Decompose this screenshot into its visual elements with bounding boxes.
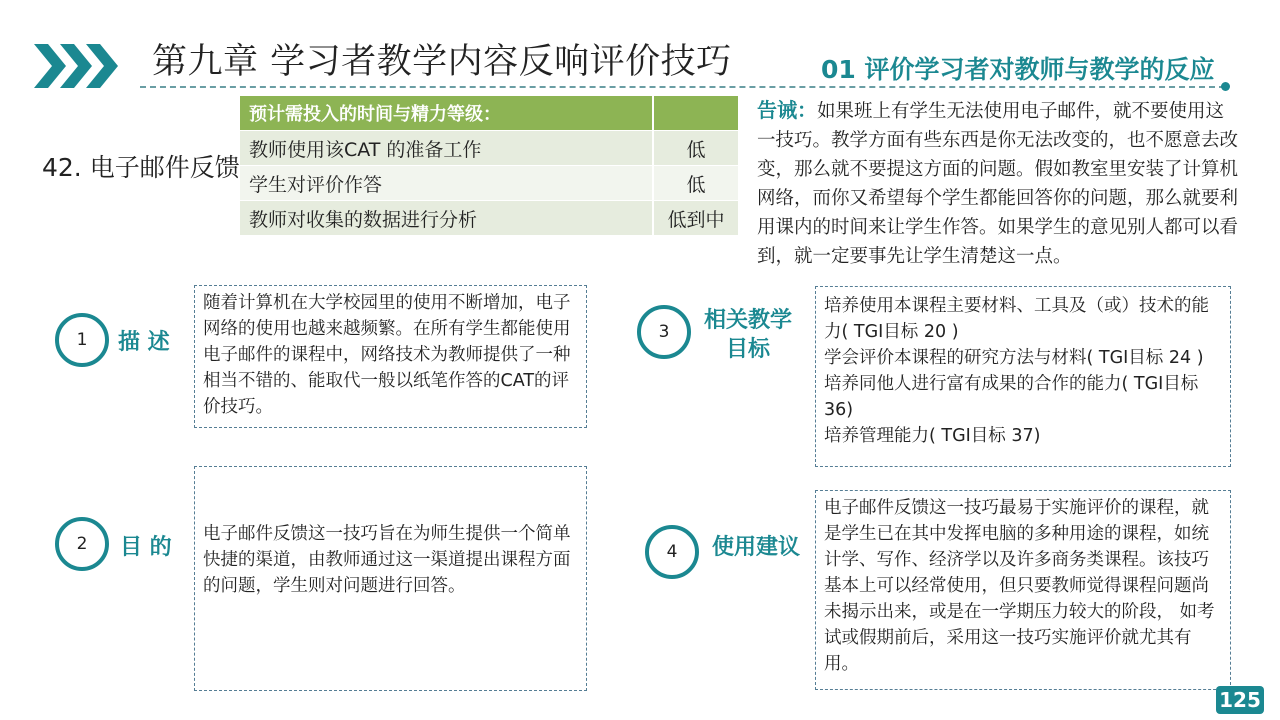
table-cell-task: 学生对评价作答 — [240, 166, 652, 201]
header-divider — [140, 86, 1225, 88]
warning-label: 告诫： — [757, 98, 817, 122]
section-number-circle — [645, 525, 699, 579]
section-number: 2 — [76, 534, 88, 554]
section-label-line: 目标 — [726, 337, 771, 362]
section-number: 1 — [76, 330, 88, 350]
table-header-cell — [652, 96, 738, 131]
table-cell-task: 教师使用该CAT 的准备工作 — [240, 131, 652, 166]
table-cell-level: 低 — [652, 166, 738, 201]
table-header-cell: 预计需投入的时间与精力等级： — [240, 96, 652, 131]
purpose-box — [194, 466, 587, 691]
table-header-row — [240, 96, 738, 131]
section-number-circle — [55, 313, 109, 367]
description-box — [194, 285, 587, 428]
warning-note — [757, 96, 1241, 271]
section-number: 3 — [658, 322, 670, 342]
goal-item: 培养使用本课程主要材料、工具及（或）技术的能力( TGI目标 20 ) — [824, 296, 1209, 342]
table-row — [240, 201, 738, 236]
goal-item: 学会评价本课程的研究方法与材料( TGI目标 24 ) — [824, 348, 1204, 368]
table-cell-level: 低到中 — [652, 201, 738, 236]
table-cell-task: 教师对收集的数据进行分析 — [240, 201, 652, 236]
usage-text: 电子邮件反馈这一技巧最易于实施评价的课程，就是学生已在其中发挥电脑的多种用途的课程，如统计学、写作、经济学以及许多商务类课程。该技巧基本上可以经常使用，但只要教师觉得课程问题尚未揭示出来，或是在一学期压力较大的阶段， 如考试或假期前后，采用这一技巧实施评价就尤其有用。 — [824, 498, 1215, 674]
page-number: 125 — [1216, 686, 1264, 714]
section-label: 描 述 — [118, 330, 170, 355]
purpose-text: 电子邮件反馈这一技巧旨在为师生提供一个简单快捷的渠道，由教师通过这一渠道提出课程方面的问题，学生则对问题进行回答。 — [203, 524, 571, 596]
table-cell-level: 低 — [652, 131, 738, 166]
section-label — [704, 306, 792, 364]
effort-table — [240, 96, 738, 236]
goal-item: 培养同他人进行富有成果的合作的能力( TGI目标36) — [824, 374, 1199, 420]
section-subtitle: 01 评价学习者对教师与教学的反应 — [821, 55, 1215, 84]
related-goals-box — [815, 286, 1231, 467]
section-label-line: 相关教学 — [704, 308, 793, 333]
section-label: 使用建议 — [712, 535, 801, 560]
goal-item: 培养管理能力( TGI目标 37) — [824, 426, 1041, 446]
section-number-circle — [55, 517, 109, 571]
description-text: 随着计算机在大学校园里的使用不断增加，电子网络的使用也越来越频繁。在所有学生都能使用电子邮件的课程中，网络技术为教师提供了一种相当不错的、能取代一般以纸笔作答的CAT的评价技巧。 — [203, 293, 571, 417]
section-number-circle — [637, 305, 691, 359]
cat-title: 42. 电子邮件反馈 — [42, 153, 240, 182]
table-row — [240, 131, 738, 166]
table-row — [240, 166, 738, 201]
section-label: 目 的 — [120, 535, 172, 560]
chevron-right-icon — [86, 44, 118, 88]
section-number: 4 — [666, 542, 678, 562]
warning-text: 如果班上有学生无法使用电子邮件，就不要使用这一技巧。教学方面有些东西是你无法改变的，也不愿意去改变，那么就不要提这方面的问题。假如教室里安装了计算机网络，而你又希望每个学生都能回答你的问题，那么就要利用课内的时间来让学生作答。如果学生的意见别人都可以看到，就一定要事先让学生清楚这一点。 — [757, 101, 1239, 267]
usage-suggestions-box — [815, 490, 1231, 690]
page-title: 第九章 学习者教学内容反响评价技巧 — [152, 42, 732, 82]
divider-dot — [1221, 82, 1230, 91]
